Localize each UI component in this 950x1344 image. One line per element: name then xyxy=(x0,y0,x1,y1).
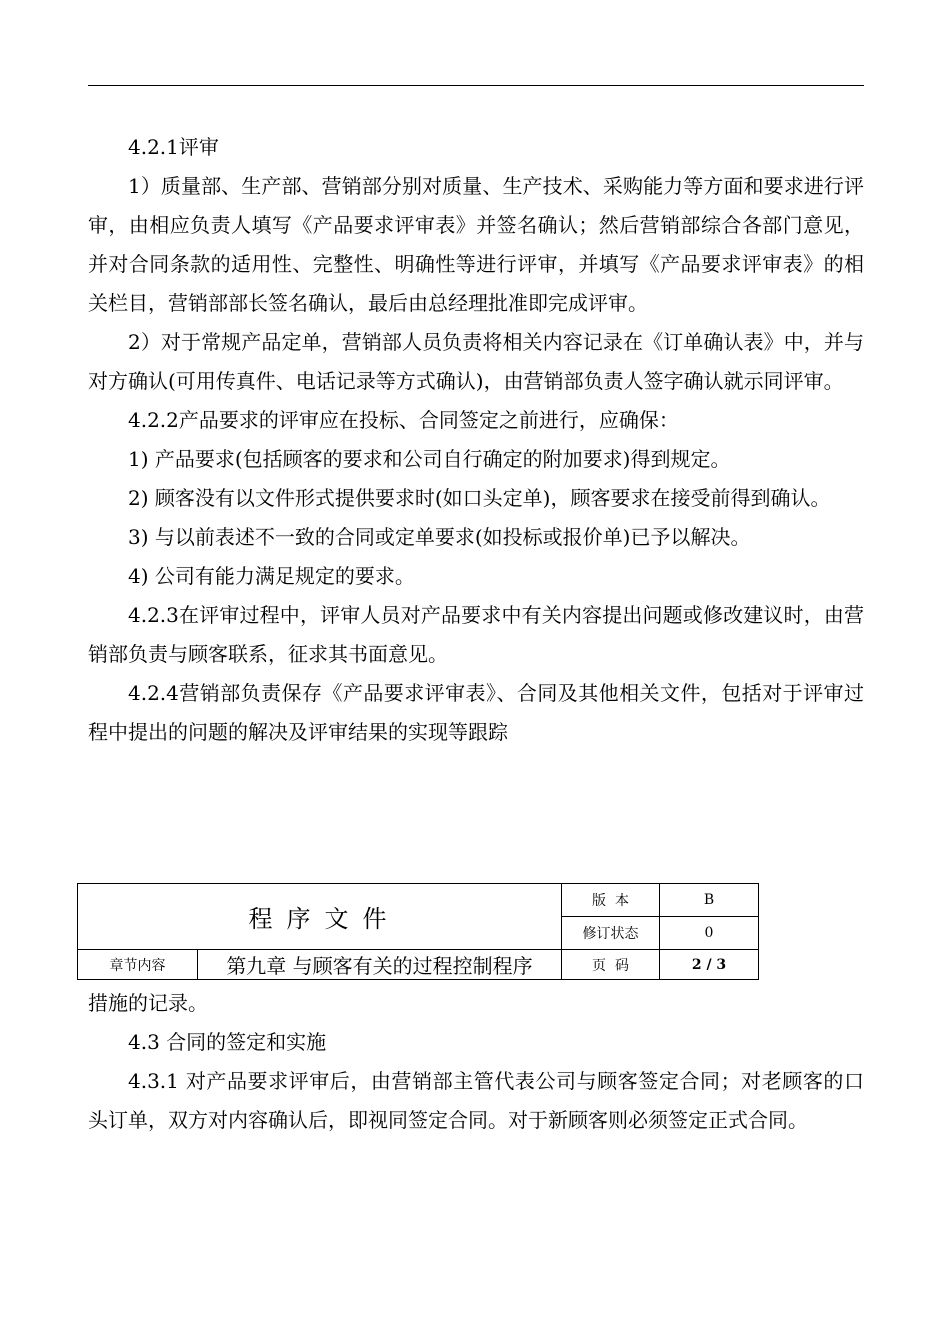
document-body-top xyxy=(88,128,864,752)
document-body-bottom xyxy=(88,984,864,1140)
page-number: 2 / 3 xyxy=(660,950,759,980)
list-item: 2) 顾客没有以文件形式提供要求时(如口头定单)，顾客要求在接受前得到确认。 xyxy=(128,486,831,510)
version-value: B xyxy=(660,884,759,917)
revision-label: 修订状态 xyxy=(562,917,660,950)
section-heading-4-2-1: 4.2.1评审 xyxy=(128,135,219,159)
paragraph: 2）对于常规产品定单，营销部人员负责将相关内容记录在《订单确认表》中，并与对方确认(可用传真件、电话记录等方式确认)，由营销部负责人签字确认就示同评审。 xyxy=(88,330,864,393)
section-heading-4-3: 4.3 合同的签定和实施 xyxy=(128,1030,327,1054)
paragraph-4-3-1: 4.3.1 对产品要求评审后，由营销部主管代表公司与顾客签定合同；对老顾客的口头订单，双方对内容确认后，即视同签定合同。对于新顾客则必须签定正式合同。 xyxy=(88,1069,864,1132)
list-item: 3) 与以前表述不一致的合同或定单要求(如投标或报价单)已予以解决。 xyxy=(128,525,751,549)
page-label: 页 码 xyxy=(562,950,660,980)
document-control-table xyxy=(77,883,759,980)
section-heading-4-2-2: 4.2.2产品要求的评审应在投标、合同签定之前进行，应确保： xyxy=(128,408,679,432)
header-rule xyxy=(88,85,864,86)
chapter-label: 章节内容 xyxy=(78,950,198,980)
chapter-value: 第九章 与顾客有关的过程控制程序 xyxy=(198,950,562,980)
paragraph-continuation: 措施的记录。 xyxy=(88,991,208,1015)
paragraph: 1）质量部、生产部、营销部分别对质量、生产技术、采购能力等方面和要求进行评审，由相应负责人填写《产品要求评审表》并签名确认；然后营销部综合各部门意见，并对合同条款的适用性、完整性、明确性等进行评审，并填写《产品要求评审表》的相关栏目，营销部部长签名确认，最后由总经理批准即完成评审。 xyxy=(88,174,864,315)
list-item: 4) 公司有能力满足规定的要求。 xyxy=(128,564,415,588)
document-type-title: 程序文件 xyxy=(78,884,562,950)
revision-value: 0 xyxy=(660,917,759,950)
paragraph-4-2-4: 4.2.4营销部负责保存《产品要求评审表》、合同及其他相关文件，包括对于评审过程中提出的问题的解决及评审结果的实现等跟踪 xyxy=(88,681,864,744)
version-label: 版 本 xyxy=(562,884,660,917)
paragraph-4-2-3: 4.2.3在评审过程中，评审人员对产品要求中有关内容提出问题或修改建议时，由营销部负责与顾客联系，征求其书面意见。 xyxy=(88,603,864,666)
list-item: 1) 产品要求(包括顾客的要求和公司自行确定的附加要求)得到规定。 xyxy=(128,447,731,471)
